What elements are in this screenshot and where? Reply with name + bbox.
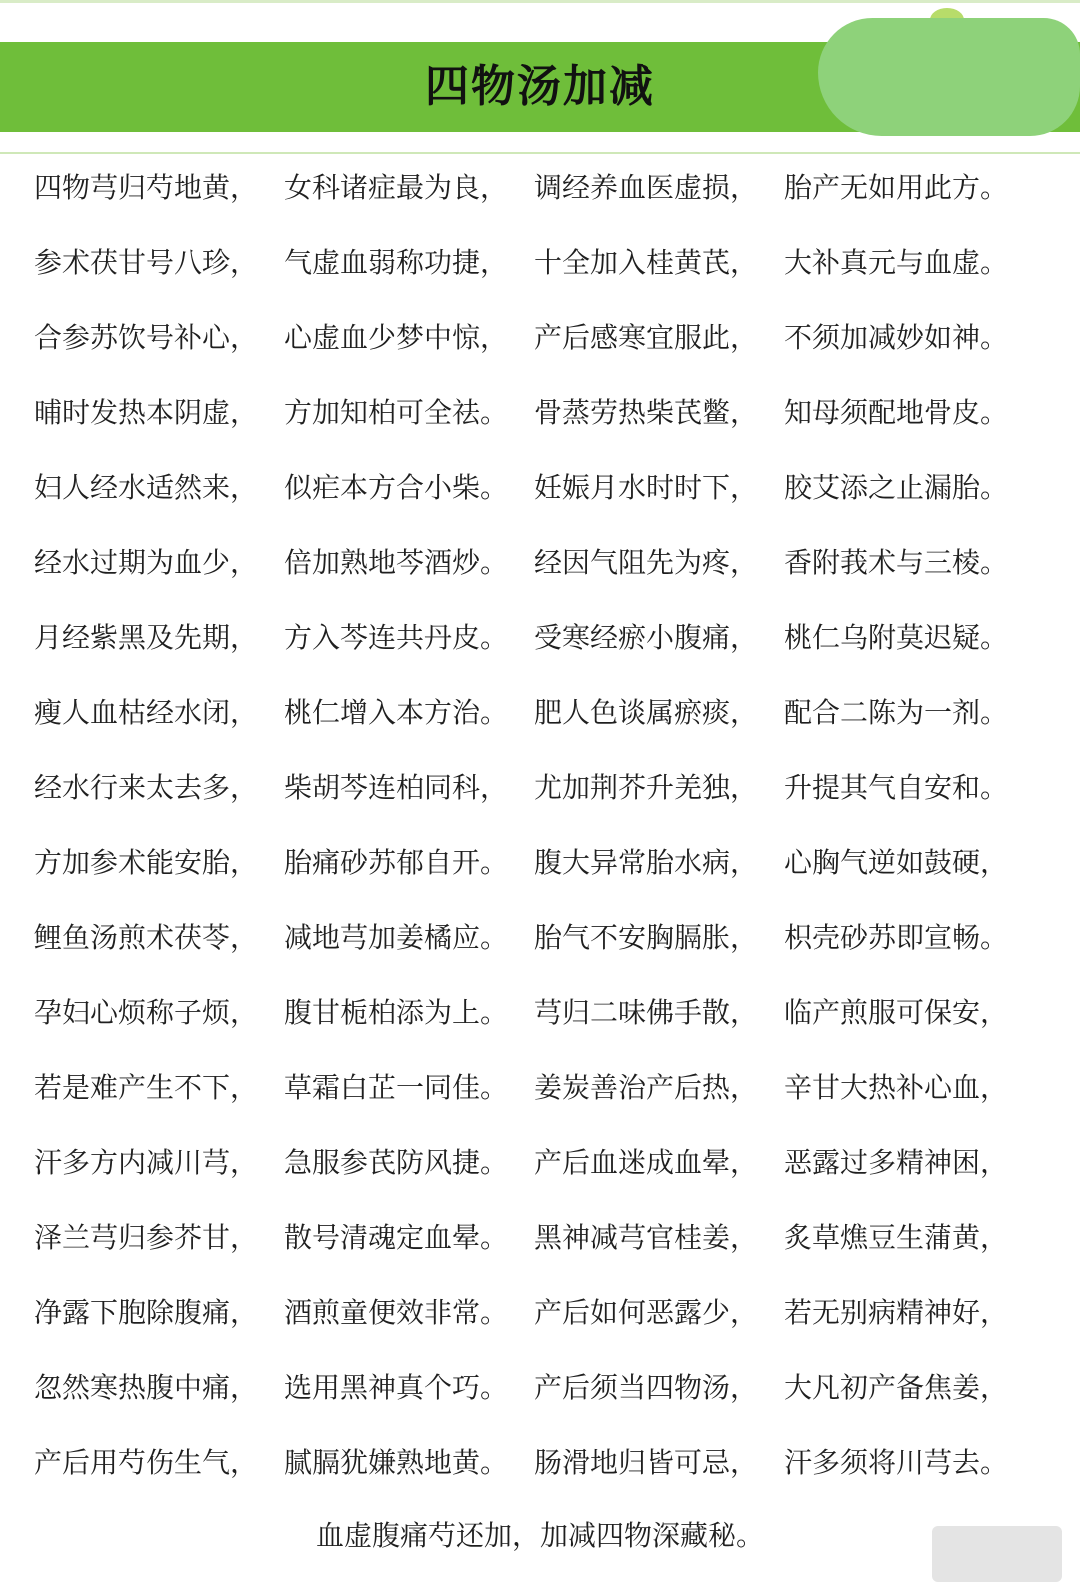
poem-phrase: 柴胡芩连柏同科， — [284, 771, 509, 804]
poem-phrase: 草霜白芷一同佳。 — [284, 1071, 509, 1104]
poem-phrase: 若是难产生不下， — [34, 1071, 259, 1104]
poem-phrase: 不须加减妙如神。 — [784, 321, 1009, 354]
header-divider — [0, 152, 1080, 154]
poem-phrase: 芎归二味佛手散， — [534, 996, 759, 1029]
poem-phrase: 胶艾添之止漏胎。 — [784, 471, 1009, 504]
poem-phrase: 选用黑神真个巧。 — [284, 1371, 509, 1404]
poem-line — [34, 1210, 1044, 1285]
poem-line — [34, 610, 1044, 685]
poem-phrase: 大补真元与血虚。 — [784, 246, 1009, 279]
poem-line — [34, 685, 1044, 760]
poem-phrase: 产后如何恶露少， — [534, 1296, 759, 1329]
poem-phrase: 散号清魂定血晕。 — [284, 1221, 509, 1254]
poem-phrase: 妇人经水适然来， — [34, 471, 259, 504]
poem-phrase: 月经紫黑及先期， — [34, 621, 259, 654]
poem-phrase: 晡时发热本阴虚， — [34, 396, 259, 429]
poem-phrase: 腹甘栀柏添为上。 — [284, 996, 509, 1029]
poem-phrase: 心虚血少梦中惊， — [284, 321, 509, 354]
poem-line — [34, 1060, 1044, 1135]
poem-phrase: 妊娠月水时时下， — [534, 471, 759, 504]
poem-phrase: 方加参术能安胎， — [34, 846, 259, 879]
poem-phrase: 女科诸症最为良， — [284, 171, 509, 204]
poem-line — [34, 1435, 1044, 1510]
poem-phrase: 香附莪术与三棱。 — [784, 546, 1009, 579]
poem-line — [34, 535, 1044, 610]
poem-phrase: 产后须当四物汤， — [534, 1371, 759, 1404]
poem-phrase: 腹大异常胎水病， — [534, 846, 759, 879]
poem-phrase: 升提其气自安和。 — [784, 771, 1009, 804]
watermark — [932, 1526, 1062, 1582]
poem-line — [34, 835, 1044, 910]
poem-phrase: 减地芎加姜橘应。 — [284, 921, 509, 954]
poem-phrase: 调经养血医虚损， — [534, 171, 759, 204]
poem-phrase: 临产煎服可保安， — [784, 996, 1009, 1029]
poem-line — [34, 385, 1044, 460]
poem-phrase: 气虚血弱称功捷， — [284, 246, 509, 279]
poem-phrase: 泽兰芎归参芥甘， — [34, 1221, 259, 1254]
poem-phrase: 桃仁增入本方治。 — [284, 696, 509, 729]
poem-phrase: 产后感寒宜服此， — [534, 321, 759, 354]
poem-phrase: 方入芩连共丹皮。 — [284, 621, 509, 654]
poem-phrase: 枳壳砂苏即宣畅。 — [784, 921, 1009, 954]
poem-closing-line: 血虚腹痛芍还加，加减四物深藏秘。 — [315, 1519, 764, 1552]
poem-phrase: 尤加荆芥升羌独， — [534, 771, 759, 804]
poem-phrase: 忽然寒热腹中痛， — [34, 1371, 259, 1404]
poem-phrase: 经水过期为血少， — [34, 546, 259, 579]
poem-phrase: 腻膈犹嫌熟地黄。 — [284, 1446, 509, 1479]
page-title: 四物汤加减 — [425, 61, 655, 112]
poem-phrase: 净露下胞除腹痛， — [34, 1296, 259, 1329]
poem-phrase: 肥人色谈属瘀痰， — [534, 696, 759, 729]
poem-line — [34, 160, 1044, 235]
poem-phrase: 配合二陈为一剂。 — [784, 696, 1009, 729]
poem-line — [34, 985, 1044, 1060]
poem-line — [34, 310, 1044, 385]
poem-phrase: 经因气阻先为疼， — [534, 546, 759, 579]
poem-line — [34, 760, 1044, 835]
poem-phrase: 汗多方内减川芎， — [34, 1146, 259, 1179]
poem-phrase: 参术茯甘号八珍， — [34, 246, 259, 279]
poem-phrase: 似疟本方合小柴。 — [284, 471, 509, 504]
poem-phrase: 桃仁乌附莫迟疑。 — [784, 621, 1009, 654]
poem-phrase: 酒煎童便效非常。 — [284, 1296, 509, 1329]
top-divider — [0, 0, 1080, 3]
poem-phrase: 孕妇心烦称子烦， — [34, 996, 259, 1029]
poem-phrase: 恶露过多精神困， — [784, 1146, 1009, 1179]
poem-line — [34, 460, 1044, 535]
poem-line — [34, 910, 1044, 985]
poem-body — [34, 160, 1044, 1510]
poem-phrase: 大凡初产备焦姜， — [784, 1371, 1009, 1404]
poem-phrase: 胎产无如用此方。 — [784, 171, 1009, 204]
poem-phrase: 胎气不安胸膈胀， — [534, 921, 759, 954]
poem-phrase: 黑神减芎官桂姜， — [534, 1221, 759, 1254]
poem-phrase: 急服参芪防风捷。 — [284, 1146, 509, 1179]
poem-phrase: 心胸气逆如鼓硬， — [784, 846, 1009, 879]
poem-phrase: 合参苏饮号补心， — [34, 321, 259, 354]
poem-phrase: 姜炭善治产后热， — [534, 1071, 759, 1104]
poem-phrase: 肠滑地归皆可忌， — [534, 1446, 759, 1479]
poem-phrase: 若无别病精神好， — [784, 1296, 1009, 1329]
poem-phrase: 受寒经瘀小腹痛， — [534, 621, 759, 654]
poem-phrase: 倍加熟地芩酒炒。 — [284, 546, 509, 579]
poem-phrase: 四物芎归芍地黄， — [34, 171, 259, 204]
poem-phrase: 汗多须将川芎去。 — [784, 1446, 1009, 1479]
poem-phrase: 十全加入桂黄芪， — [534, 246, 759, 279]
poem-line — [34, 235, 1044, 310]
poem-phrase: 瘦人血枯经水闭， — [34, 696, 259, 729]
poem-phrase: 鲤鱼汤煎术茯苓， — [34, 921, 259, 954]
poem-phrase: 胎痛砂苏郁自开。 — [284, 846, 509, 879]
poem-phrase: 知母须配地骨皮。 — [784, 396, 1009, 429]
poem-phrase: 产后血迷成血晕， — [534, 1146, 759, 1179]
poem-phrase: 骨蒸劳热柴芪鳖， — [534, 396, 759, 429]
poem-phrase: 辛甘大热补心血， — [784, 1071, 1009, 1104]
poem-phrase: 炙草燋豆生蒲黄， — [784, 1221, 1009, 1254]
poem-line — [34, 1285, 1044, 1360]
poem-phrase: 经水行来太去多， — [34, 771, 259, 804]
poem-line — [34, 1135, 1044, 1210]
poem-line — [34, 1360, 1044, 1435]
poem-phrase: 产后用芍伤生气， — [34, 1446, 259, 1479]
poem-phrase: 方加知柏可全祛。 — [284, 396, 509, 429]
